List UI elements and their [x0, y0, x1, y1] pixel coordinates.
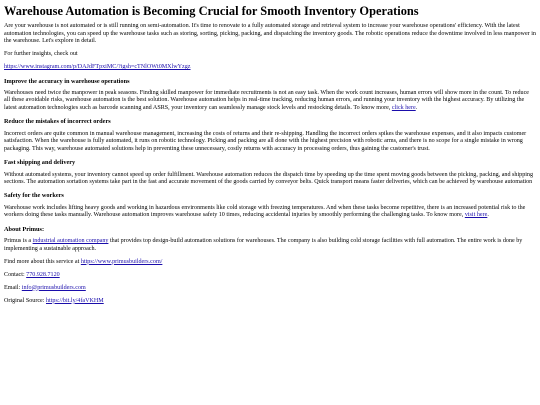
punctuation: . — [415, 104, 418, 111]
contact-paragraph — [4, 272, 536, 279]
instagram-link[interactable]: https://www.instagram.com/p/DAJdFTpxiMC/?igsh=cTNlOWt0MXlwYzgz — [4, 64, 191, 71]
about-heading: About Primus: — [4, 225, 45, 233]
about-text-post: that provides top design-build automation solutions for warehouses. The company is also building cold storage facilities with full automation. The entire work is done by implementing a sustainable approach. — [4, 238, 523, 252]
section-body-shipping: Without automated systems, your inventory cannot speed up order fulfillment. Warehouse automation reduces the dispatch time by speeding up the time spent moving goods between the picking, packing, and shipping sections. The automation sortation systems take part in the fast and accurate movement of the goods carried by conveyor belts. Quick transport means faster deliveries, which can be achieved by warehouse automation — [4, 171, 534, 185]
section-heading-incorrect-orders: Reduce the mistakes of incorrect orders — [4, 118, 111, 126]
more-info-paragraph — [4, 259, 536, 266]
more-info-label: Find more about this service at — [4, 258, 81, 265]
punctuation: . — [487, 212, 489, 219]
section-body-incorrect-orders: Incorrect orders are quite common in manual warehouse management, increasing the costs of returns and their re-shipping. Handling the incorrect orders spikes the warehouse expenses, and it also impacts customer satisfaction. When the warehouse is fully automated, it runs on robotic technology. Picking and packing are all done with the highest precision with robotic arms, and there is no scope for a single mistake in wrong packaging. This way, warehouse automated solutions help in preventing these unnecessary, costly returns with accuracy in processing orders, thus gaining the customer's trust. — [4, 130, 527, 152]
email-paragraph — [4, 285, 536, 292]
phone-link[interactable]: 770.928.7120 — [26, 271, 60, 278]
insights-label: For further insights, check out — [4, 51, 78, 58]
section-heading-safety: Safety for the workers — [4, 192, 64, 200]
section-text: Warehouse work includes lifting heavy goods and working in hazardous environments like cold storage with freezing temperatures. And when these tasks become repetitive, there is an increased potential risk to the workers doing these tasks manually. Warehouse automation improves warehouse safety 10 times, reducing accidental injuries by smoothly performing the challenging tasks. To know more, — [4, 204, 526, 219]
email-link[interactable]: info@primusbuilders.com — [21, 284, 86, 291]
contact-label: Contact: — [4, 271, 27, 278]
original-source-link[interactable]: https://bit.ly/4faVKHM — [45, 297, 104, 304]
section-heading-shipping: Fast shipping and delivery — [4, 159, 76, 167]
primus-website-link[interactable]: https://www.primusbuilders.com/ — [80, 258, 163, 265]
visit-here-link[interactable]: visit here — [464, 212, 488, 219]
insights-paragraph — [4, 64, 536, 71]
intro-paragraph: Are your warehouse is not automated or is still running on semi-automation. It's time to renovate to a fully automated storage and retrieval system to increase your warehouse operations' efficiency. With the latest automation technologies, you can speed up the warehouse tasks such as storing, sorting, picking, packing, and dispatching the inventory goods. The robotic operations reduce the downtime involved in less manpower in the warehouse. Let's explore in detail. — [4, 23, 536, 45]
section-body-accuracy — [4, 90, 536, 112]
source-paragraph — [4, 298, 536, 305]
article-title: Warehouse Automation is Becoming Crucial for Smooth Inventory Operations — [4, 4, 419, 18]
section-text: Warehouses need twice the manpower in peak seasons. Finding skilled manpower for immediate recruitments is not an easy task. When the work count increases, human errors will show more in the count. To reduce all these avoidable risks, warehouse automation is the best solution. Warehouse automation helps in real-time tracking, reducing human errors, and running your inventory with the highest accuracy. By utilizing the latest automation technologies such as barcode scanning and ASRS, your inventory can seamlessly manage stock levels and restocking details. To know more, — [4, 90, 529, 111]
about-paragraph — [4, 238, 536, 253]
about-text-pre: Primus is a — [4, 238, 33, 245]
section-body-safety — [4, 205, 536, 220]
section-heading-accuracy: Improve the accuracy in warehouse operations — [4, 77, 130, 85]
click-here-link[interactable]: click here — [391, 104, 416, 111]
industrial-automation-link[interactable]: industrial automation company — [32, 238, 109, 245]
email-label: Email: — [4, 284, 22, 291]
source-label: Original Source: — [4, 297, 46, 304]
